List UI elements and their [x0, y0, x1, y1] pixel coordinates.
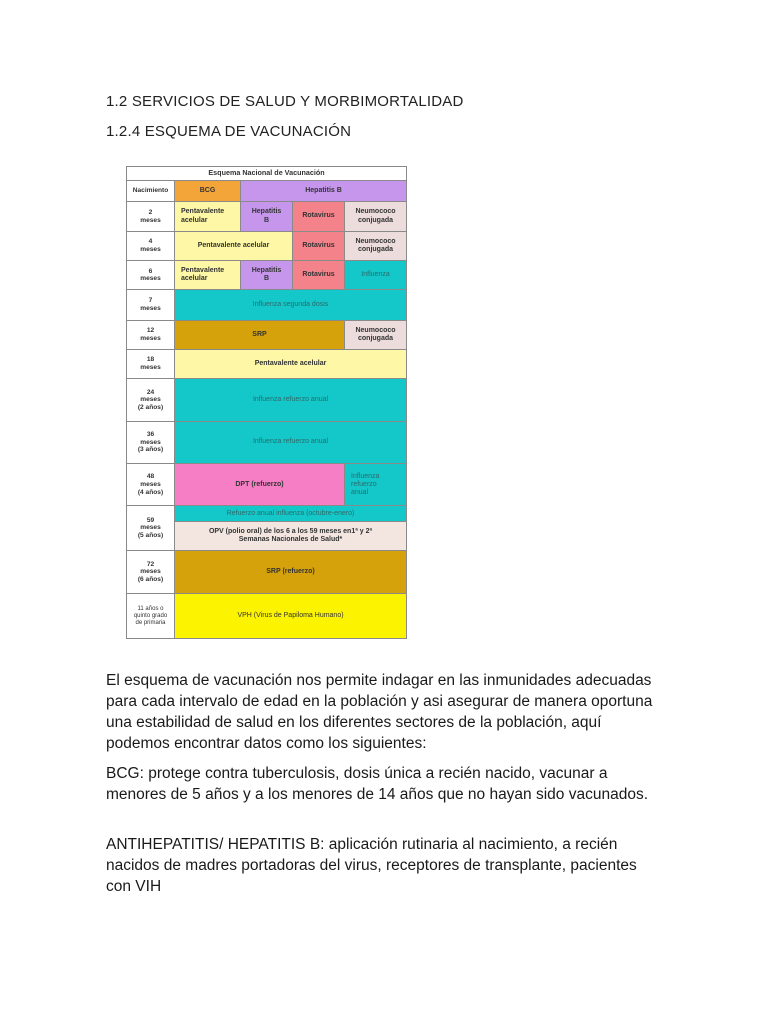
cell-srp-booster: SRP (refuerzo): [175, 550, 407, 593]
cell-rotavirus: Rotavirus: [293, 231, 345, 260]
age-2-months: 2 meses: [127, 202, 175, 231]
cell-rotavirus: Rotavirus: [293, 260, 345, 289]
age-36-months: 36 meses (3 años): [127, 421, 175, 463]
age-6-months: 6 meses: [127, 260, 175, 289]
subsection-heading: 1.2.4 ESQUEMA DE VACUNACIÓN: [106, 123, 352, 140]
age-24-months: 24 meses (2 años): [127, 379, 175, 421]
cell-pentavalente: Pentavalente acelular: [175, 349, 407, 378]
cell-opv: OPV (polio oral) de los 6 a los 59 meses en1ª y 2ª Semanas Nacionales de Salud*: [175, 521, 407, 550]
cell-pentavalente: Pentavalente acelular: [175, 202, 241, 231]
cell-rotavirus: Rotavirus: [293, 202, 345, 231]
cell-vph: VPH (Virus de Papiloma Humano): [175, 594, 407, 639]
age-4-months: 4 meses: [127, 231, 175, 260]
cell-pentavalente: Pentavalente acelular: [175, 260, 241, 289]
vaccination-schedule-table: [126, 166, 407, 639]
age-12-months: 12 meses: [127, 320, 175, 349]
cell-hepatitis-b: Hepatitis B: [241, 260, 293, 289]
cell-pentavalente: Pentavalente acelular: [175, 231, 293, 260]
paragraph-bcg: BCG: protege contra tuberculosis, dosis única a recién nacido, vacunar a menores de 5 años y a los menores de 14 años que no hayan sido vacunados.: [106, 765, 649, 803]
section-heading: 1.2 SERVICIOS DE SALUD Y MORBIMORTALIDAD: [106, 93, 464, 110]
age-birth: Nacimiento: [127, 181, 175, 202]
cell-hepatitis-b: Hepatitis B: [241, 181, 407, 202]
cell-hepatitis-b: Hepatitis B: [241, 202, 293, 231]
cell-influenza-booster: Influenza refuerzo anual: [345, 464, 407, 506]
cell-dpt: DPT (refuerzo): [175, 464, 345, 506]
age-18-months: 18 meses: [127, 349, 175, 378]
age-7-months: 7 meses: [127, 290, 175, 320]
paragraph-intro: El esquema de vacunación nos permite indagar en las inmunidades adecuadas para cada intervalo de edad en la población y asi asegurar de manera oportuna una estabilidad de salud en los diferentes sectores de la población, aquí podemos encontrar datos como los siguientes:: [106, 672, 653, 752]
age-11-years: 11 años o quinto grado de primaria: [127, 594, 175, 639]
cell-neumococo: Neumococo conjugada: [345, 202, 407, 231]
age-59-months: 59 meses (5 años): [127, 506, 175, 550]
cell-influenza-oct-jan: Refuerzo anual influenza (octubre-enero): [175, 506, 407, 521]
age-48-months: 48 meses (4 años): [127, 464, 175, 506]
cell-influenza: Influenza: [345, 260, 407, 289]
cell-influenza-annual: Influenza refuerzo anual: [175, 421, 407, 463]
cell-neumococo: Neumococo conjugada: [345, 320, 407, 349]
cell-influenza-second-dose: Influenza segunda dosis: [175, 290, 407, 320]
cell-neumococo: Neumococo conjugada: [345, 231, 407, 260]
cell-bcg: BCG: [175, 181, 241, 202]
cell-influenza-annual: Influenza refuerzo anual: [175, 379, 407, 421]
table-title: Esquema Nacional de Vacunación: [127, 167, 407, 181]
cell-srp: SRP: [175, 320, 345, 349]
age-72-months: 72 meses (6 años): [127, 550, 175, 593]
paragraph-hepatitis-b: ANTIHEPATITIS/ HEPATITIS B: aplicación rutinaria al nacimiento, a recién nacidos de madres portadoras del virus, receptores de transplante, pacientes con VIH: [106, 836, 637, 895]
